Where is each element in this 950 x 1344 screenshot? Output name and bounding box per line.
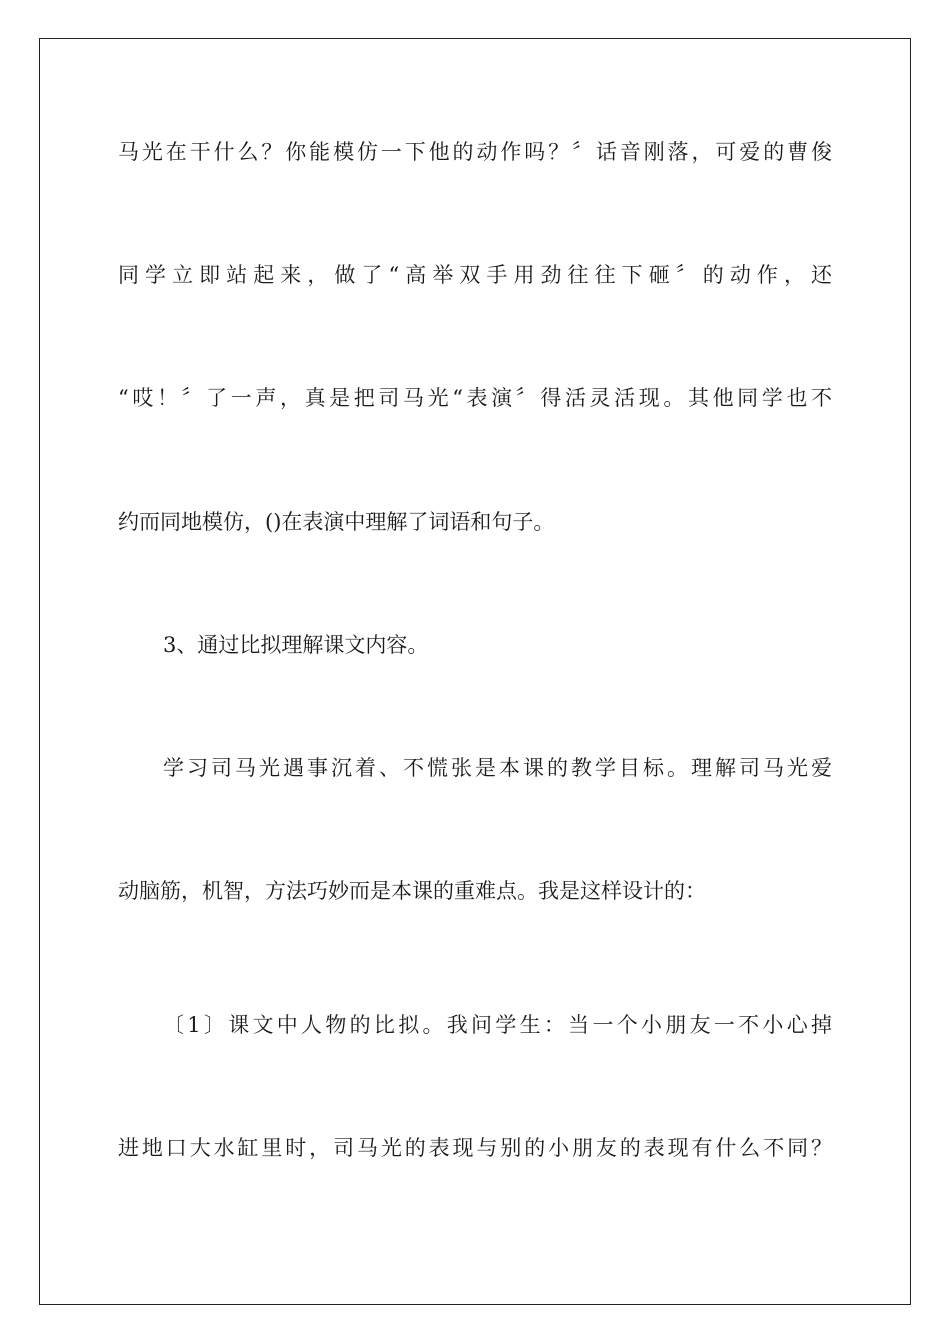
paragraph-line-8: 〔1〕课文中人物的比拟。我问学生：当一个小朋友一不小心掉 bbox=[163, 1013, 832, 1037]
paragraph-line-9: 进地口大水缸里时，司马光的表现与别的小朋友的表现有什么不同？ bbox=[118, 1136, 832, 1160]
paragraph-line-3: “哎！〞了一声，真是把司马光“表演〞得活灵活现。其他同学也不 bbox=[118, 386, 832, 410]
paragraph-line-1: 马光在干什么？你能模仿一下他的动作吗？〞话音刚落，可爱的曹俊 bbox=[118, 140, 832, 164]
paragraph-line-4: 约而同地模仿，()在表演中理解了词语和句子。 bbox=[118, 510, 555, 534]
paragraph-line-7: 动脑筋，机智，方法巧妙而是本课的重难点。我是这样设计的： bbox=[118, 879, 706, 903]
section-heading: 3、通过比拟理解课文内容。 bbox=[163, 633, 429, 657]
page-border bbox=[39, 38, 911, 1305]
paragraph-line-6: 学习司马光遇事沉着、不慌张是本课的教学目标。理解司马光爱 bbox=[163, 756, 832, 780]
paragraph-line-2: 同学立即站起来，做了“高举双手用劲往往下砸〞的动作，还 bbox=[118, 263, 832, 287]
